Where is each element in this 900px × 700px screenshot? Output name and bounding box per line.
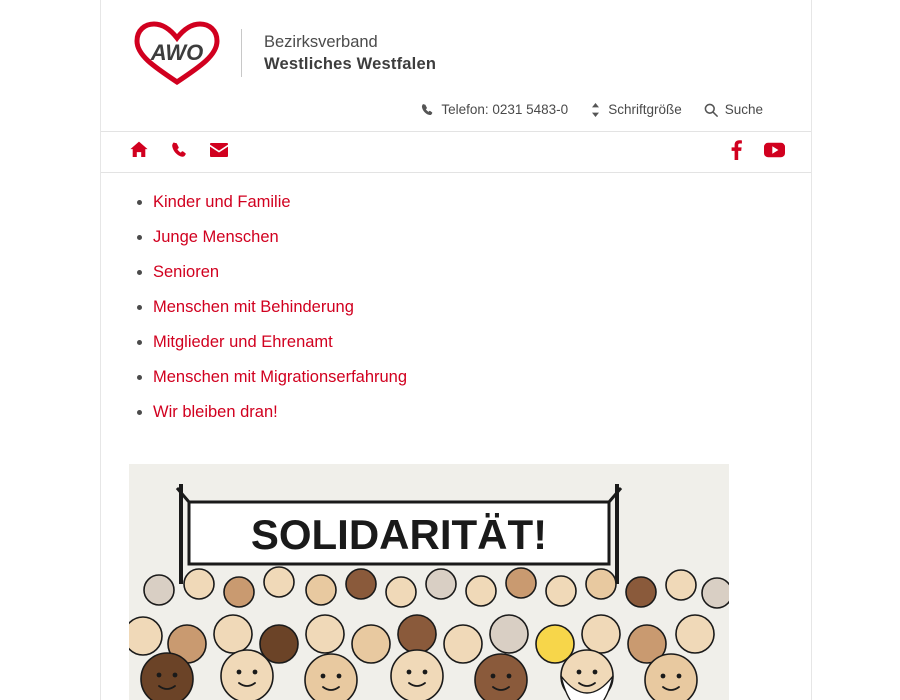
utility-bar: [125, 86, 787, 117]
list-item: [127, 226, 787, 249]
banner-text: SOLIDARITÄT!: [250, 511, 548, 558]
brand-row: [125, 14, 787, 86]
brand-text: [264, 31, 436, 76]
link-senioren[interactable]: Senioren: [153, 263, 220, 281]
facebook-icon: [731, 140, 742, 165]
nav-youtube[interactable]: [764, 142, 785, 163]
nav-left-group: [119, 132, 239, 173]
nav-phone[interactable]: [159, 132, 199, 173]
link-mitglieder-und-ehrenamt[interactable]: Mitglieder und Ehrenamt: [153, 333, 333, 351]
link-menschen-mit-behinderung[interactable]: Menschen mit Behinderung: [153, 298, 354, 316]
nav-home[interactable]: [119, 132, 159, 173]
phone-icon: [421, 103, 434, 116]
youtube-icon: [764, 142, 785, 163]
list-item: [127, 191, 787, 214]
list-item: [127, 401, 787, 424]
svg-text:AWO: AWO: [150, 40, 204, 65]
main-navigation: [101, 131, 811, 173]
phone-icon: [171, 141, 188, 163]
envelope-icon: [210, 143, 228, 162]
link-kinder-und-familie[interactable]: Kinder und Familie: [153, 193, 291, 211]
home-icon: [130, 141, 148, 163]
brand-line-2: Westliches Westfalen: [264, 55, 437, 73]
content-frame: [100, 0, 812, 700]
utility-search[interactable]: [704, 102, 763, 117]
illustration-wrapper: [127, 464, 787, 700]
search-icon: [704, 103, 718, 117]
list-item: [127, 366, 787, 389]
nav-email[interactable]: [199, 132, 239, 173]
list-item: [127, 331, 787, 354]
topic-link-list: [127, 191, 787, 424]
utility-fontsize-label: Schriftgröße: [608, 102, 682, 117]
list-item: [127, 296, 787, 319]
utility-search-label: Suche: [724, 102, 763, 117]
utility-phone-label: Telefon: 0231 5483-0: [441, 102, 569, 117]
utility-fontsize[interactable]: [590, 102, 682, 117]
font-size-icon: [590, 103, 601, 117]
utility-phone[interactable]: [421, 102, 568, 117]
site-header: [101, 0, 811, 117]
solidaritaet-crowd-illustration: [129, 464, 729, 700]
link-junge-menschen[interactable]: Junge Menschen: [153, 228, 279, 246]
link-wir-bleiben-dran[interactable]: Wir bleiben dran!: [153, 403, 278, 421]
main-content: [101, 173, 811, 700]
brand-divider: [241, 29, 242, 77]
awo-heart-logo[interactable]: [131, 20, 223, 86]
link-menschen-mit-migrationserfahrung[interactable]: Menschen mit Migrationserfahrung: [153, 368, 408, 386]
nav-facebook[interactable]: [731, 140, 742, 165]
nav-right-group: [731, 140, 785, 165]
list-item: [127, 261, 787, 284]
brand-line-1: Bezirksverband: [264, 32, 378, 51]
